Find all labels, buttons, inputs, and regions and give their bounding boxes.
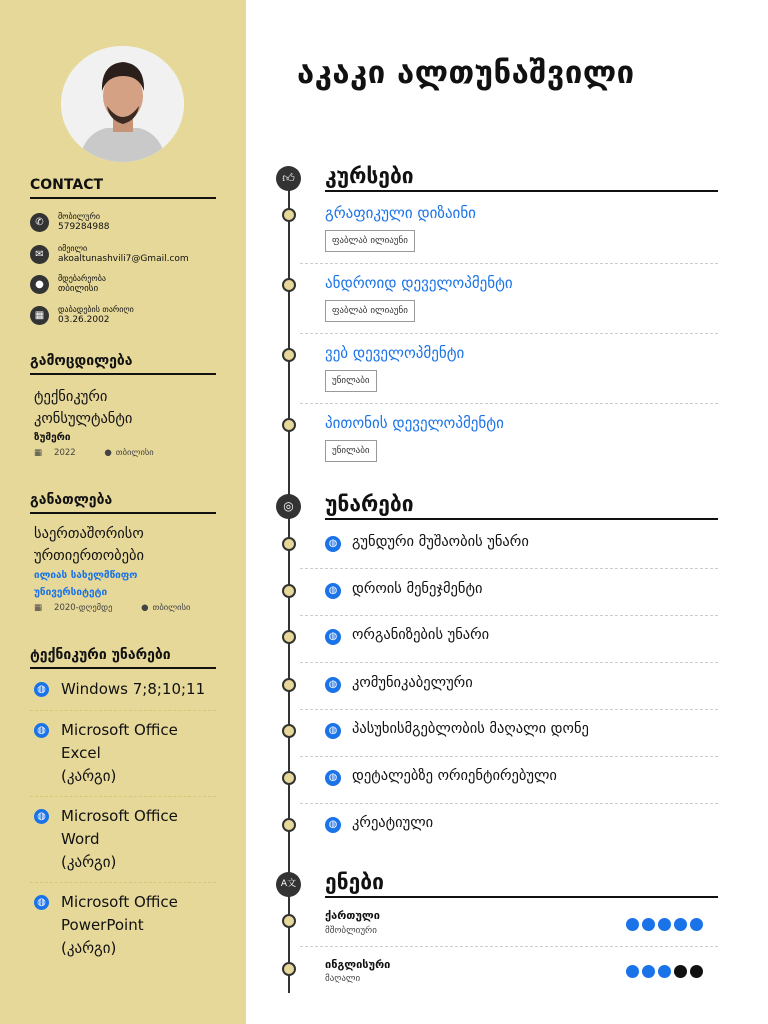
education-school-line2: უნივერსიტეტი [34,587,108,598]
contact-heading: CONTACT [30,177,216,199]
tech-skill-text: Microsoft Office PowerPoint (კარგი) [61,893,178,957]
experience-title-line1: ტექნიკური [34,389,108,405]
rating-dot-empty [674,965,687,978]
rating-dot-filled [642,965,655,978]
location-pin-icon: ● [104,448,112,458]
course-title[interactable]: გრაფიკული დიზაინი [325,204,476,222]
divider [300,333,718,334]
course-title[interactable]: პითონის დეველოპმენტი [325,414,504,432]
timeline-dot [282,418,296,432]
language-name: ქართული [325,909,380,922]
calendar-icon: ▦ [34,448,43,458]
globe-icon: ◍ [325,583,341,599]
language-rating [626,965,706,979]
skill-item: პასუხისმგებლობის მაღალი დონე [352,721,589,737]
globe-icon: ◍ [325,536,341,552]
globe-icon: ◍ [325,723,341,739]
course-tag: უნილაბი [325,440,377,462]
tech-skill-text: Windows 7;8;10;11 [61,680,206,698]
tech-skills-heading: ტექნიკური უნარები [30,647,216,669]
divider [300,263,718,264]
target-icon: ◎ [276,494,301,519]
skill-item: ორგანიზების უნარი [352,627,490,643]
tech-skill-text: Microsoft Office Excel (კარგი) [61,721,178,785]
skill-item: კომუნიკაბელური [352,675,473,691]
language-rating [626,918,706,932]
divider [30,796,216,797]
divider [30,882,216,883]
experience-meta [34,448,166,458]
contact-phone [30,211,230,235]
divider [300,803,718,804]
rating-dot-filled [674,918,687,931]
education-location: თბილისი [152,603,191,613]
translate-icon: A文 [276,872,301,897]
contact-location-value: თბილისი [58,284,99,294]
education-title-line1: საერთაშორისო [34,526,144,542]
skill-item: დროის მენეჯმენტი [352,581,483,597]
rating-dot-filled [658,965,671,978]
course-tag: ფაბლაბ ილიაუნი [325,300,415,322]
experience-company: ზუმერი [34,432,71,443]
course-title[interactable]: ანდროიდ დეველოპმენტი [325,274,513,292]
timeline-dot [282,208,296,222]
rating-dot-filled [626,965,639,978]
skill-item: გუნდური მუშაობის უნარი [352,534,529,550]
contact-birthdate-label: დაბადების თარიღი [58,305,134,314]
timeline-dot [282,771,296,785]
timeline-dot [282,537,296,551]
location-pin-icon: ● [141,603,149,613]
experience-heading: გამოცდილება [30,353,216,375]
divider [300,662,718,663]
contact-phone-label: მობილური [58,212,100,221]
phone-icon: ✆ [30,213,49,232]
divider [300,615,718,616]
rating-dot-filled [658,918,671,931]
divider [300,568,718,569]
timeline-dot [282,630,296,644]
contact-email-label: იმეილი [58,244,88,253]
thumbs-up-icon: 👍︎ [276,166,301,191]
globe-icon: ◍ [34,895,49,910]
calendar-icon: ▦ [34,603,43,613]
globe-icon: ◍ [325,770,341,786]
timeline-dot [282,584,296,598]
education-title-line2: ურთიერთობები [34,548,145,564]
timeline-dot [282,678,296,692]
skills-heading: უნარები [325,492,718,520]
rating-dot-empty [690,965,703,978]
timeline-dot [282,818,296,832]
avatar [61,46,184,162]
globe-icon: ◍ [325,677,341,693]
mail-icon: ✉ [30,245,49,264]
timeline-dot [282,962,296,976]
rating-dot-filled [642,918,655,931]
education-school-line1: ილიას სახელმწიფო [34,570,138,581]
skill-item: კრეატიული [352,815,434,831]
language-level: მშობლიური [325,926,377,936]
courses-heading: კურსები [325,164,718,192]
divider [300,709,718,710]
tech-skill-text: Microsoft Office Word (კარგი) [61,807,178,871]
course-title[interactable]: ვებ დეველოპმენტი [325,344,465,362]
skill-item: დეტალებზე ორიენტირებული [352,768,557,784]
languages-heading: ენები [325,870,718,898]
course-tag: ფაბლაბ ილიაუნი [325,230,415,252]
globe-icon: ◍ [325,629,341,645]
timeline-dot [282,724,296,738]
experience-location: თბილისი [115,448,154,458]
contact-email-value[interactable]: akoaltunashvili7@Gmail.com [58,254,189,264]
course-tag: უნილაბი [325,370,377,392]
experience-title-line2: კონსულტანტი [34,411,133,427]
divider [300,946,718,947]
language-name: ინგლისური [325,958,391,971]
rating-dot-filled [690,918,703,931]
divider [30,710,216,711]
education-meta [34,603,202,613]
experience-year: 2022 [54,448,76,458]
globe-icon: ◍ [34,682,49,697]
contact-birthdate-value: 03.26.2002 [58,315,110,325]
language-level: მაღალი [325,974,361,984]
globe-icon: ◍ [325,817,341,833]
contact-birthdate [30,304,230,328]
rating-dot-filled [626,918,639,931]
contact-email [30,243,230,267]
person-name: აკაკი ალთუნაშვილი [297,55,635,91]
timeline-dot [282,278,296,292]
location-icon: ● [30,275,49,294]
contact-location-label: მდებარეობა [58,274,106,283]
sidebar [0,0,246,1024]
globe-icon: ◍ [34,723,49,738]
profile-photo [61,46,184,162]
contact-location [30,273,230,297]
globe-icon: ◍ [34,809,49,824]
calendar-icon: ▦ [30,306,49,325]
contact-phone-value[interactable]: 579284988 [58,222,110,232]
divider [300,403,718,404]
divider [300,756,718,757]
timeline-dot [282,914,296,928]
timeline-dot [282,348,296,362]
education-heading: განათლება [30,492,216,514]
education-dates: 2020-დღემდე [54,603,113,613]
